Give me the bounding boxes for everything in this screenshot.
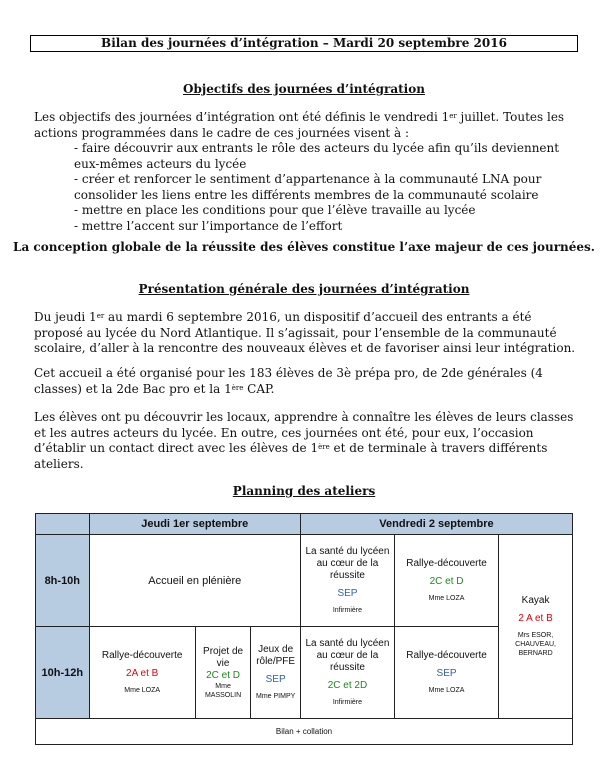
bullet-item: - faire découvrir aux entrants le rôle des acteurs du lycée afin qu’ils deviennent eux-mêmes acteurs du lycée [74, 141, 560, 171]
activity-label: Kayak [521, 595, 550, 606]
planning-row-8h [36, 535, 573, 627]
day2-header: Vendredi 2 septembre [300, 514, 572, 535]
key-statement: La conception globale de la réussite des élèves constitue l’axe majeur de ces journées. [13, 240, 595, 254]
staff-label: Mme LOZA [428, 687, 465, 694]
section-heading-planning: Planning des ateliers [232, 484, 376, 498]
group-label: SEP [436, 668, 457, 679]
activity-label: La santé du lycéen au cœur de la réussite [305, 638, 390, 673]
staff-label: Infirmière [332, 607, 363, 614]
activity-label: La santé du lycéen au cœur de la réussite [305, 546, 390, 581]
time-slot-8h: 8h-10h [36, 535, 90, 627]
activity-label: Rallye-découverte [406, 558, 487, 569]
group-label: 2 A et B [518, 613, 553, 624]
kayak-cell [499, 535, 573, 719]
bullet-item: - mettre en place les conditions pour que l’élève travaille au lycée [74, 203, 476, 217]
group-label: 2C et D [429, 576, 464, 587]
empty-corner-cell [36, 514, 90, 535]
day1-header: Jeudi 1er septembre [89, 514, 300, 535]
staff-label: Mrs ESOR, CHAUVEAU, BERNARD [515, 632, 556, 657]
sante-cell-2 [300, 627, 394, 719]
objectifs-text [34, 110, 579, 234]
presentation-paragraph-2: Cet accueil a été organisé pour les 183 élèves de 3è prépa pro, de 2de générales (4 classes) et la 2de Bac pro et la 1ère CAP. [34, 366, 543, 396]
rallye-cell-2 [89, 627, 195, 719]
rallye-cell-1 [394, 535, 498, 627]
planning-table [35, 513, 573, 745]
staff-label: Infirmière [332, 699, 363, 706]
group-label: 2C et D [206, 669, 241, 681]
time-slot-10h: 10h-12h [36, 627, 90, 719]
objectifs-intro: Les objectifs des journées d’intégration ont été définis le vendredi 1er juillet. Toutes les actions programmées dans le cadre de ces journées visent à : [34, 110, 565, 140]
staff-label: Mme PIMPY [256, 693, 296, 700]
bullet-item: - créer et renforcer le sentiment d’appartenance à la communauté LNA pour consolider les liens entre les différents membres de la communauté scolaire [74, 172, 542, 202]
bullet-item: - mettre l’accent sur l’importance de l’effort [74, 218, 343, 233]
activity-label: Projet de vie [203, 645, 244, 669]
staff-label: Mme LOZA [428, 595, 465, 602]
planning-row-10h [36, 627, 573, 719]
presentation-paragraph-1: Du jeudi 1er au mardi 6 septembre 2016, un dispositif d’accueil des entrants a été proposé au lycée du Nord Atlantique. Il s’agissait, pour l’ensemble de la communauté scolaire, d’aller à la rencontre des nouveaux élèves et de favoriser ainsi leur intégration. [34, 310, 576, 355]
rallye-cell-3 [394, 627, 498, 719]
jeux-cell [251, 627, 301, 719]
planning-header-row [36, 514, 573, 535]
staff-label: Mme LOZA [124, 687, 161, 694]
group-label: 2A et B [126, 668, 159, 679]
group-label: 2C et 2D [327, 680, 368, 691]
sante-cell-1 [300, 535, 394, 627]
group-label: SEP [265, 674, 286, 685]
activity-label: Jeux de rôle/PFE [256, 644, 296, 667]
accueil-cell: Accueil en plénière [89, 535, 300, 627]
document-title: Bilan des journées d’intégration – Mardi 20 septembre 2016 [30, 35, 578, 52]
projet-cell [195, 627, 251, 719]
activity-label: Rallye-découverte [406, 650, 487, 661]
activity-label: Rallye-découverte [101, 650, 183, 661]
footer-cell: Bilan + collation [36, 719, 573, 745]
planning-footer-row [36, 719, 573, 745]
section-heading-objectifs: Objectifs des journées d’intégration [183, 82, 425, 96]
group-label: SEP [337, 588, 358, 599]
presentation-paragraph-3: Les élèves ont pu découvrir les locaux, apprendre à connaître les élèves de leurs classes et les autres acteurs du lycée. En outre, ces journées ont été, pour eux, l’occasion d’établir un contact direct avec les élèves de 1ère et de terminale à travers différents ateliers. [34, 410, 574, 471]
staff-label: Mme MASSOLIN [204, 682, 242, 699]
section-heading-presentation: Présentation générale des journées d’intégration [138, 282, 470, 296]
